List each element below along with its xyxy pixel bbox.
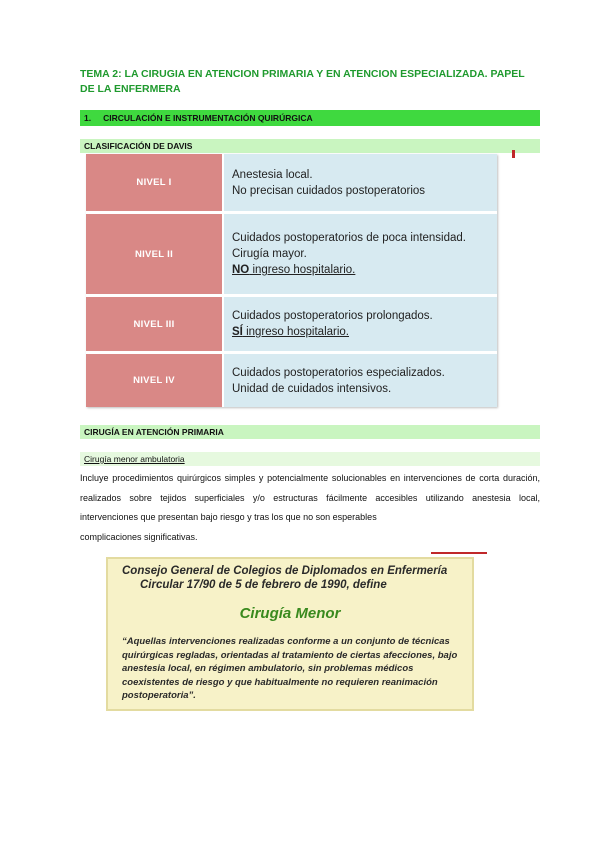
- section-heading: [80, 110, 540, 126]
- paragraph-text: Incluye procedimientos quirúrgicos simples y potencialmente solucionables en intervenciones de corta duración, realizados sobre tejidos superficiales y/o estructuras fácilmente accesibles utilizando anestesia local, intervenciones que presentan bajo riesgo y tras los que no son esperables: [80, 473, 540, 522]
- davis-row: [86, 354, 497, 407]
- description-line: Cuidados postoperatorios de poca intensidad.: [232, 232, 466, 244]
- level-description: [224, 297, 497, 351]
- level-label: NIVEL III: [86, 297, 222, 351]
- description-line: Cirugía mayor.: [232, 248, 307, 260]
- description-line: Cuidados postoperatorios prolongados.: [232, 310, 433, 322]
- quote-line-1: Consejo General de Colegios de Diplomados en Enfermería: [122, 565, 448, 577]
- emphasis-word: NO: [232, 264, 250, 276]
- primary-care-heading: CIRUGÍA EN ATENCIÓN PRIMARIA: [80, 425, 540, 439]
- level-label: NIVEL II: [86, 214, 222, 294]
- emphasis-rest: ingreso hospitalario.: [249, 264, 356, 276]
- quote-image: [106, 557, 474, 711]
- davis-row: [86, 154, 497, 211]
- description-line: Cuidados postoperatorios especializados.: [232, 366, 445, 379]
- level-description: [224, 154, 497, 211]
- description-line: [232, 262, 497, 278]
- emphasis-rest: ingreso hospitalario.: [242, 326, 349, 338]
- davis-row: [86, 297, 497, 351]
- description-line: Unidad de cuidados intensivos.: [232, 382, 392, 395]
- description-line: Anestesia local.: [232, 168, 313, 181]
- subheading: Cirugía menor ambulatoria: [80, 452, 540, 466]
- red-mark: [512, 150, 515, 158]
- quote-line-2: Circular 17/90 de 5 de febrero de 1990, define: [140, 579, 387, 591]
- description-line: No precisan cuidados postoperatorios: [232, 184, 426, 197]
- section-title: CIRCULACIÓN E INSTRUMENTACIÓN QUIRÚRGICA: [103, 113, 313, 123]
- level-description: [224, 214, 497, 294]
- davis-heading: CLASIFICACIÓN DE DAVIS: [80, 139, 540, 153]
- section-number: 1.: [84, 113, 92, 123]
- level-label: NIVEL I: [86, 154, 222, 211]
- emphasis-word: SÍ: [232, 326, 243, 338]
- level-description: [224, 354, 497, 407]
- quote-title: Cirugía Menor: [239, 605, 341, 622]
- document-title: TEMA 2: LA CIRUGIA EN ATENCION PRIMARIA Y EN ATENCION ESPECIALIZADA. PAPEL DE LA ENFERMERA: [80, 68, 525, 95]
- davis-row: [86, 214, 497, 294]
- red-line: [431, 552, 487, 554]
- quote-text: “Aquellas intervenciones realizadas conforme a un conjunto de técnicas quirúrgicas regladas, orientadas al tratamiento de ciertas afecciones, bajo anestesia local, en régimen ambulatorio, sin problemas médicos coexistentes de riesgo y que habitualmente no requieren reanimación postoperatoria”.: [122, 636, 458, 701]
- paragraph: [80, 469, 540, 547]
- level-label: NIVEL IV: [86, 354, 222, 407]
- davis-table: [86, 154, 497, 407]
- description-line: [232, 324, 497, 340]
- paragraph-end: complicaciones significativas.: [80, 531, 198, 542]
